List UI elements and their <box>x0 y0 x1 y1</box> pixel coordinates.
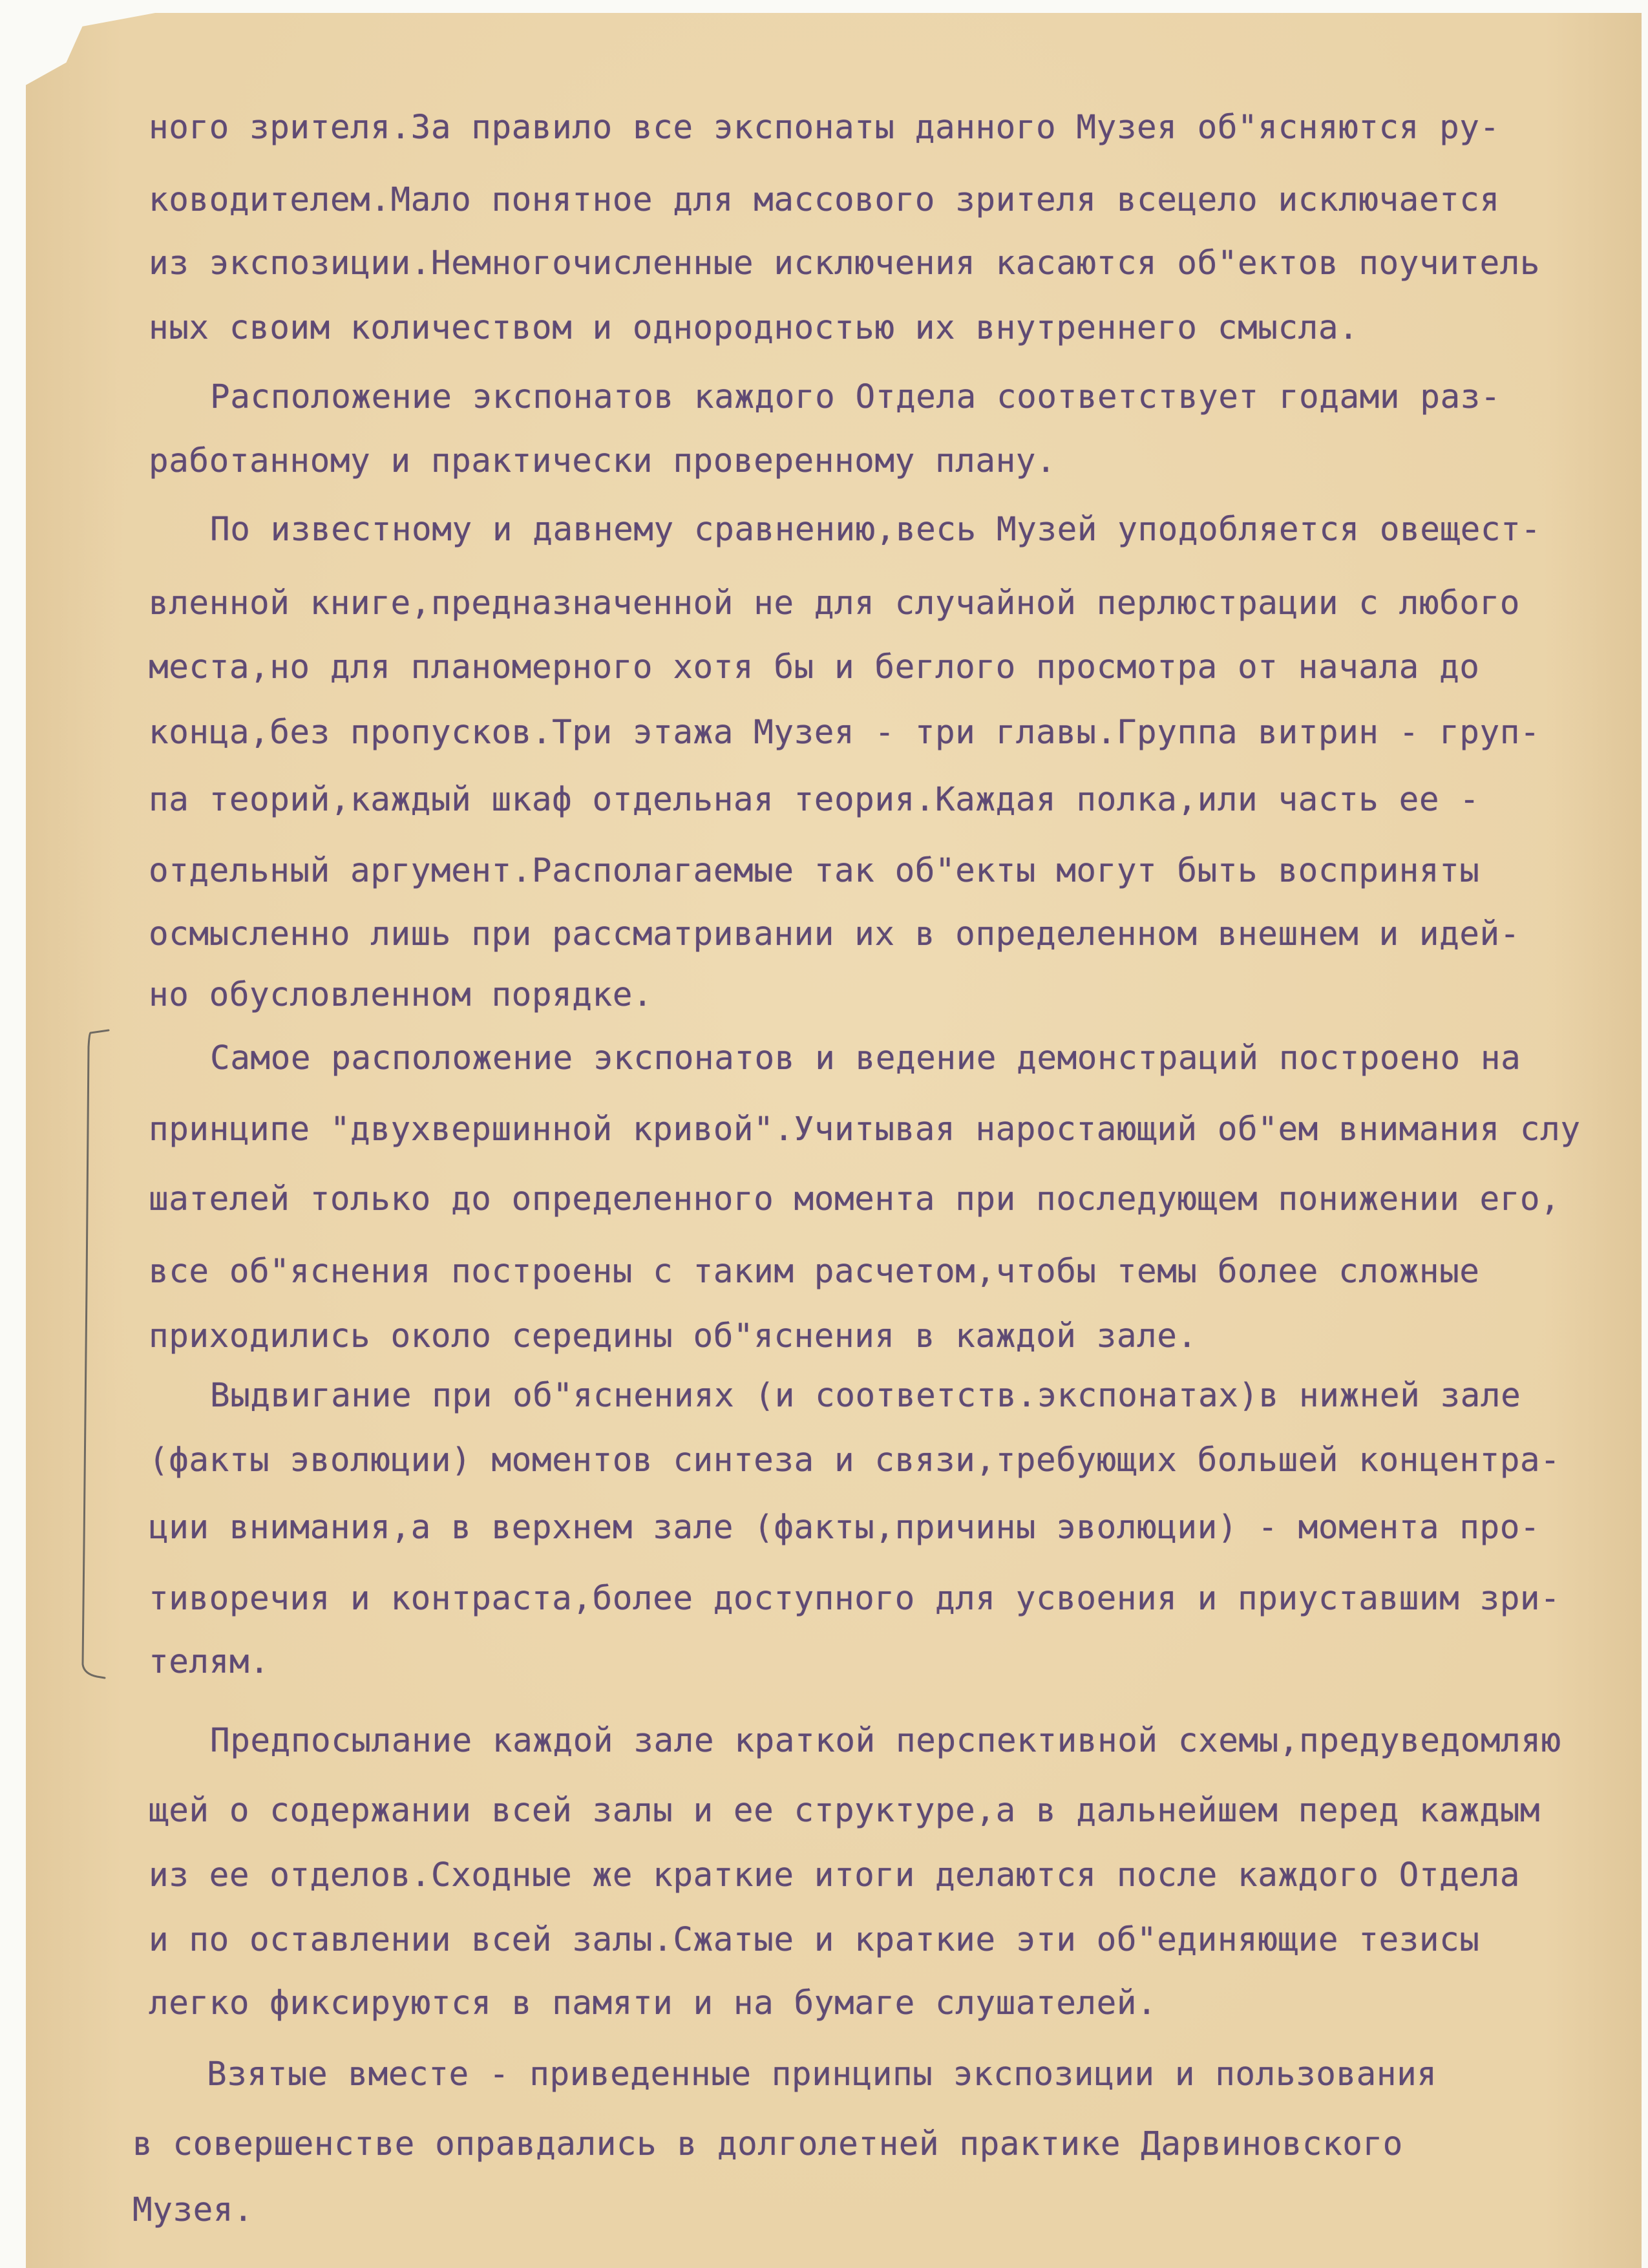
text-line-9: места,но для планомерного хотя бы и беглого просмотра от начала до <box>149 648 1480 686</box>
text-line-19: приходились около середины об"яснения в каждой зале. <box>149 1317 1198 1355</box>
text-line-31: в совершенстве оправдались в долголетней практике Дарвиновского <box>132 2125 1403 2163</box>
text-line-20: Выдвигание при об"яснениях (и соответств.экспонатах)в нижней зале <box>210 1377 1521 1415</box>
text-line-4: ных своим количеством и однородностью их внутреннего смысла. <box>149 309 1359 347</box>
text-line-7: По известному и давнему сравнению,весь Музей уподобляется овещест- <box>210 511 1541 549</box>
text-line-30: Взятые вместе - приведенные принципы экспозиции и пользования <box>207 2055 1437 2093</box>
text-line-23: тиворечия и контраста,более доступного для усвоения и приуставшим зри- <box>149 1580 1561 1618</box>
text-line-6: работанному и практически проверенному плану. <box>149 442 1057 480</box>
text-line-17: шателей только до определенного момента при последующем понижении его, <box>149 1180 1561 1218</box>
text-line-24: телям. <box>149 1643 270 1681</box>
text-line-25: Предпосылание каждой зале краткой перспективной схемы,предуведомляю <box>210 1722 1561 1760</box>
text-line-22: ции внимания,а в верхнем зале (факты,причины эволюции) - момента про- <box>149 1509 1541 1547</box>
text-line-13: осмысленно лишь при рассматривании их в определенном внешнем и идей- <box>149 915 1520 953</box>
text-line-26: щей о содержании всей залы и ее структуре,а в дальнейшем перед каждым <box>149 1792 1541 1830</box>
text-line-21: (факты эволюции) моментов синтеза и связи,требующих большей концентра- <box>149 1441 1561 1479</box>
pencil-margin-bracket <box>71 1028 110 1680</box>
text-line-27: из ее отделов.Сходные же краткие итоги делаются после каждого Отдела <box>149 1856 1520 1894</box>
text-line-12: отдельный аргумент.Располагаемые так об"екты могут быть восприняты <box>149 852 1480 890</box>
text-line-3: из экспозиции.Немногочисленные исключения касаются об"ектов поучитель <box>149 244 1541 282</box>
text-line-15: Самое расположение экспонатов и ведение демонстраций построено на <box>210 1039 1521 1077</box>
text-line-8: вленной книге,предназначенной не для случайной перлюстрации с любого <box>149 584 1520 622</box>
text-line-32: Музея. <box>132 2191 254 2229</box>
text-line-18: все об"яснения построены с таким расчетом,чтобы темы более сложные <box>149 1253 1480 1291</box>
text-line-29: легко фиксируются в памяти и на бумаге слушателей. <box>149 1984 1157 2022</box>
text-line-2: ководителем.Мало понятное для массового зрителя всецело исключается <box>149 181 1500 219</box>
text-line-5: Расположение экспонатов каждого Отдела соответствует годами раз- <box>210 378 1501 416</box>
text-line-10: конца,без пропусков.Три этажа Музея - три главы.Группа витрин - груп- <box>149 714 1541 752</box>
text-line-14: но обусловленном порядке. <box>149 976 653 1014</box>
text-line-1: ного зрителя.За правило все экспонаты данного Музея об"ясняются ру- <box>149 109 1500 147</box>
text-line-16: принципе "двухвершинной кривой".Учитывая наростающий об"ем внимания слу <box>149 1110 1581 1149</box>
text-line-11: па теорий,каждый шкаф отдельная теория.Каждая полка,или часть ее - <box>149 781 1480 819</box>
text-line-28: и по оставлении всей залы.Сжатые и краткие эти об"единяющие тезисы <box>149 1921 1480 1959</box>
